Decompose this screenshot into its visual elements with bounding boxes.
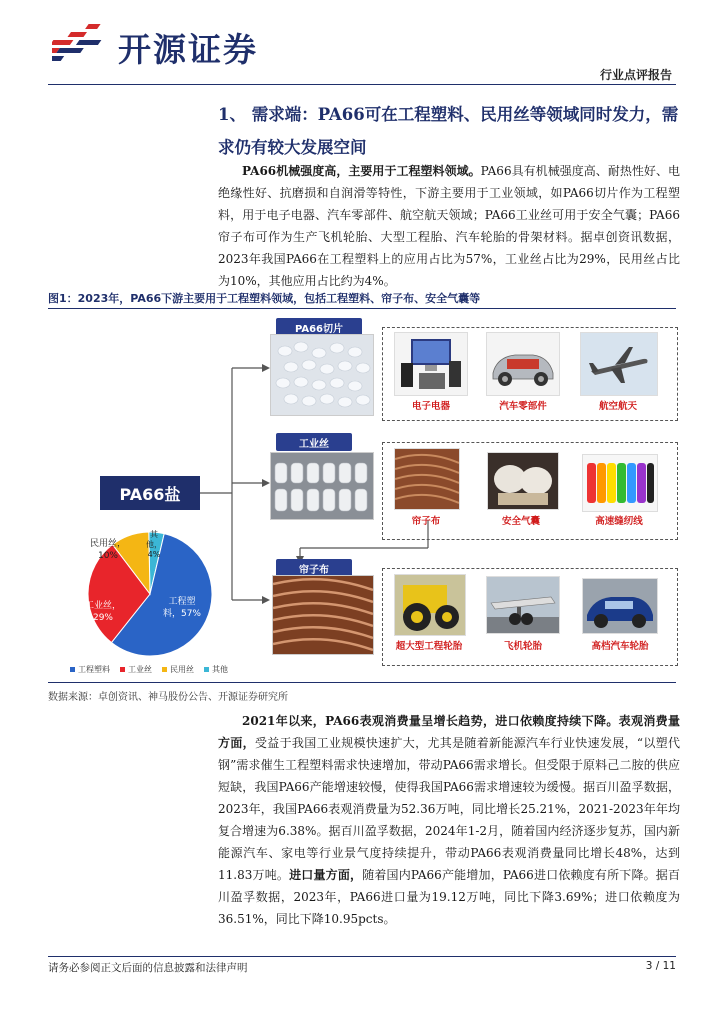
pie-legend	[70, 664, 228, 675]
app-airbag-label: 安全气囊	[501, 516, 540, 527]
page-number: 3 / 11	[645, 960, 676, 972]
paragraph-2-body2: 随着国内PA66产能增加，PA66进口依赖度有所下降。据百川盈孚数据，2023年，PA66进口量为19.12万吨，同比下降3.69%；进口依赖度为36.51%，同比下降10.95pcts。	[218, 868, 680, 926]
app-aircraft-tire-label: 飞机轮胎	[503, 641, 542, 652]
electronics-image	[394, 332, 468, 396]
engineering-tire-image	[394, 574, 466, 636]
section-heading-line2: 求仍有较大发展空间	[218, 138, 367, 157]
paragraph-1-lead: PA66机械强度高，主要用于工程塑料领域。	[242, 164, 481, 178]
section-heading-line1: 1、 需求端：PA66可在工程塑料、民用丝等领域同时发力，需	[218, 105, 679, 124]
app-engineering-tire-label: 超大型工程轮胎	[395, 641, 463, 652]
sewing-thread-image	[582, 454, 658, 512]
aerospace-image	[580, 332, 658, 396]
figure-bottom-rule	[48, 682, 676, 683]
figure-source: 数据来源：卓创资讯、神马股份公告、开源证券研究所	[48, 692, 288, 703]
pa66-pellets-image	[270, 334, 374, 416]
footer-divider	[48, 956, 676, 957]
legend-label: 其他	[212, 665, 228, 674]
app-cord-fabric-label: 帘子布	[411, 516, 441, 527]
branch-1-tag: PA66切片	[276, 318, 362, 336]
legend-item	[162, 664, 194, 675]
legend-label: 工程塑料	[78, 665, 110, 674]
app-electronics-label: 电子电器	[411, 401, 450, 412]
pie-label-industrial-yarn: 工业丝， 29%	[84, 601, 121, 623]
pa66-salt-box: PA66盐	[100, 476, 200, 510]
legend-swatch	[204, 667, 209, 672]
pie-label-engineering-plastics: 工程塑 料，57%	[162, 597, 201, 619]
aircraft-tire-image	[486, 576, 560, 634]
car-parts-image	[486, 332, 560, 396]
legend-swatch	[162, 667, 167, 672]
paragraph-2-body1: 受益于我国工业规模快速扩大，尤其是随着新能源汽车行业快速发展，“以塑代钢”需求催生工程塑料需求快速增加，带动PA66需求增长。但受限于原料己二胺的供应短缺，我国PA66产能增速较慢，使得我国PA66需求增速较为缓慢。据百川盈孚数据，2023年，我国PA66表观消费量为52.36万吨，同比增长25.21%，2021-2023年年均复合增速为6.38%。据百川盈孚数据，2024年1-2月，随着国内经济逐步复苏，国内新能源汽车、家电等行业景气度持续提升，带动PA66表观消费量同比增长48%，达到11.83万吨。	[218, 736, 680, 882]
app-aerospace-label: 航空航天	[598, 401, 637, 412]
industrial-yarn-image	[270, 452, 374, 520]
airbag-image	[487, 452, 559, 510]
legend-item	[204, 664, 228, 675]
legend-item	[120, 664, 152, 675]
app-sewing-thread-label: 高速缝纫线	[595, 516, 643, 527]
paragraph-2-lead: 2021年以来，PA66表观消费量呈增长趋势，进口依赖度持续下降。表观消费量方面，	[218, 714, 680, 750]
pie-label-other: 其 他， 4%	[146, 530, 162, 559]
legend-swatch	[120, 667, 125, 672]
company-logo-text: 开源证券	[118, 30, 258, 69]
footer-disclaimer: 请务必参阅正文后面的信息披露和法律声明	[48, 962, 248, 974]
cord-fabric-large-image	[272, 575, 374, 655]
branch-3-tag: 帘子布	[276, 559, 352, 577]
branch-2-tag: 工业丝	[276, 433, 352, 451]
app-auto-parts-label: 汽车零部件	[499, 401, 547, 412]
report-type: 行业点评报告	[599, 68, 672, 82]
paragraph-2	[218, 710, 680, 930]
cord-fabric-image	[394, 448, 460, 510]
figure-title: 图1：2023年，PA66下游主要用于工程塑料领域，包括工程塑料、帘子布、安全气囊等	[48, 292, 481, 305]
legend-swatch	[70, 667, 75, 672]
legend-label: 工业丝	[128, 665, 152, 674]
paragraph-1-body: PA66具有机械强度高、耐热性好、电绝缘性好、抗磨损和自润滑等特性，下游主要用于工业领域，如PA66切片作为工程塑料，用于电子电器、汽车零部件、航空航天领域；PA66工业丝可用于安全气囊；PA66帘子布可作为生产飞机轮胎、大型工程胎、汽车轮胎的骨架材料。据卓创资讯数据，2023年我国PA66在工程塑料上的应用占比为57%，工业丝占比为29%，民用丝占比为10%，其他应用占比约为4%。	[218, 164, 680, 288]
paragraph-2-lead2: 进口量方面，	[289, 868, 363, 882]
car-tire-image	[582, 578, 658, 634]
legend-item	[70, 664, 110, 675]
pie-label-civil-yarn: 民用丝， 10%	[89, 539, 126, 561]
app-car-tire-label: 高档汽车轮胎	[591, 641, 649, 652]
legend-label: 民用丝	[170, 665, 194, 674]
